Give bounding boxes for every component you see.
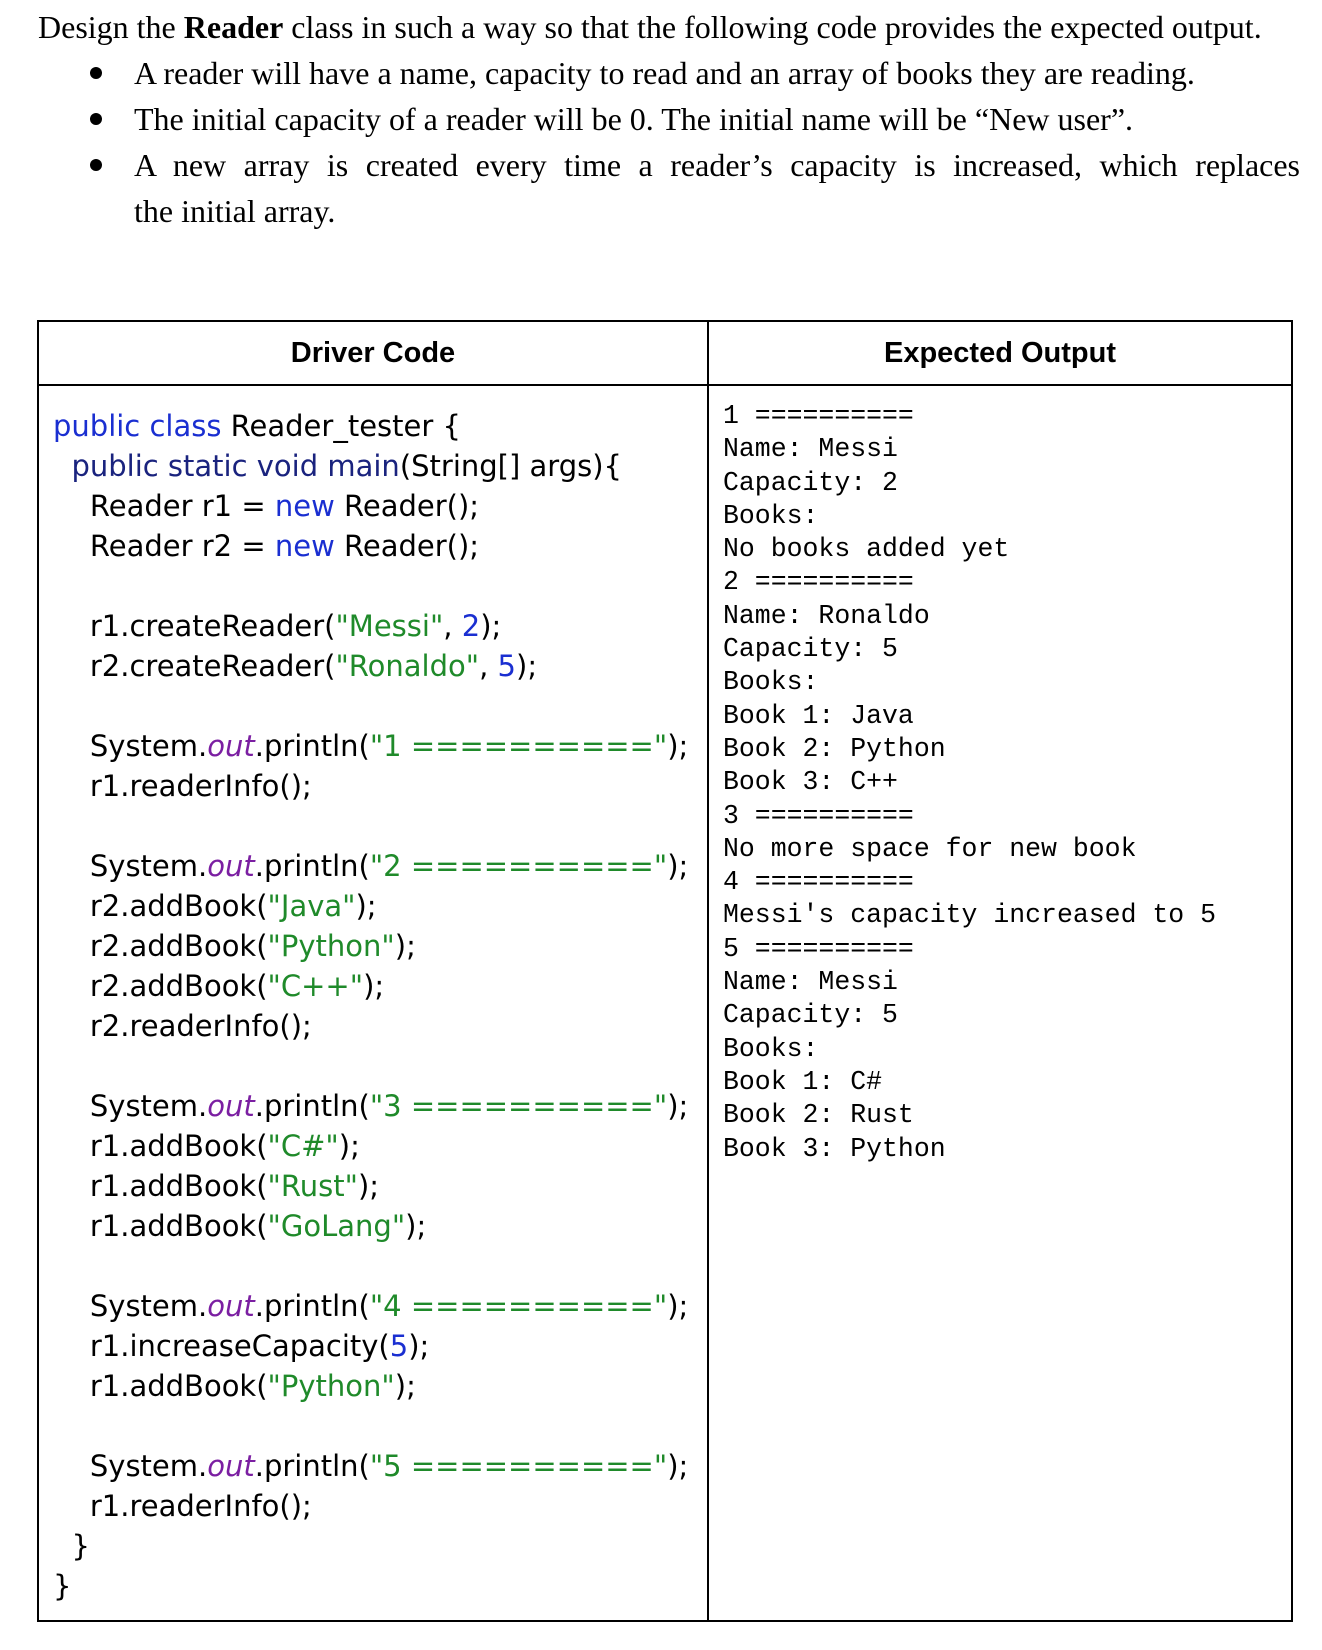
intro-paragraph xyxy=(38,4,1300,50)
intro-text-end: class in such a way so that the following code provides the expected output. xyxy=(283,9,1262,45)
code-line: System.out.println("4 =========="); xyxy=(89,1289,689,1323)
code-line: r2.readerInfo(); xyxy=(89,1009,312,1043)
code-line: System.out.println("1 =========="); xyxy=(89,729,689,763)
code-line: r1.readerInfo(); xyxy=(89,769,312,803)
code-line: r2.createReader("Ronaldo", 5); xyxy=(89,649,538,683)
output-line: 5 ========== xyxy=(723,933,914,964)
bullet-line: the initial array. xyxy=(134,193,336,229)
intro-text: Design the xyxy=(38,9,184,45)
output-line: Book 1: C# xyxy=(723,1066,883,1097)
code-line: r1.addBook("Rust"); xyxy=(89,1169,380,1203)
driver-code xyxy=(39,386,707,1606)
code-line: r1.readerInfo(); xyxy=(89,1489,312,1523)
code-line: r2.addBook("Java"); xyxy=(89,889,377,923)
problem-statement xyxy=(38,4,1300,234)
output-line: Book 3: Python xyxy=(723,1133,946,1164)
output-line: Book 1: Java xyxy=(723,700,914,731)
output-line: Name: Ronaldo xyxy=(723,600,930,631)
output-line: 2 ========== xyxy=(723,567,914,598)
class-name-bold: Reader xyxy=(183,9,284,45)
output-line: Capacity: 2 xyxy=(723,467,898,498)
code-line: r2.addBook("Python"); xyxy=(89,929,416,963)
driver-code-cell xyxy=(38,385,708,1621)
output-line: Name: Messi xyxy=(723,967,898,998)
driver-code-header: Driver Code xyxy=(38,321,708,385)
expected-output xyxy=(709,386,1291,1166)
output-line: No more space for new book xyxy=(723,833,1137,864)
code-line: r1.addBook("GoLang"); xyxy=(89,1209,427,1243)
code-line: r2.addBook("C++"); xyxy=(89,969,385,1003)
output-line: Capacity: 5 xyxy=(723,634,898,665)
requirements-list xyxy=(38,50,1300,234)
output-line: Name: Messi xyxy=(723,434,898,465)
code-line: r1.createReader("Messi", 2); xyxy=(89,609,502,643)
output-line: Books: xyxy=(723,500,819,531)
bullet-item xyxy=(38,142,1300,234)
output-line: No books added yet xyxy=(723,534,1010,565)
output-line: 4 ========== xyxy=(723,867,914,898)
output-line: Book 2: Rust xyxy=(723,1100,914,1131)
code-line: r1.addBook("C#"); xyxy=(89,1129,360,1163)
expected-output-cell xyxy=(708,385,1292,1621)
code-line: public static void main(String[] args){ xyxy=(71,449,622,483)
bullet-item: The initial capacity of a reader will be 0. The initial name will be “New user”. xyxy=(38,96,1300,142)
code-line: System.out.println("3 =========="); xyxy=(89,1089,689,1123)
bullet-item: A reader will have a name, capacity to read and an array of books they are reading. xyxy=(38,50,1300,96)
code-output-table xyxy=(37,320,1293,1622)
code-line: r1.addBook("Python"); xyxy=(89,1369,416,1403)
code-line: } xyxy=(53,1569,72,1603)
expected-output-header: Expected Output xyxy=(708,321,1292,385)
output-line: Books: xyxy=(723,667,819,698)
bullet-line: A new array is created every time a reader’s capacity is increased, which replaces xyxy=(134,147,1300,183)
output-line: Books: xyxy=(723,1033,819,1064)
code-line: Reader r1 = new Reader(); xyxy=(89,489,480,523)
output-line: Book 3: C++ xyxy=(723,767,898,798)
code-line: public class Reader_tester { xyxy=(53,409,461,443)
output-line: Messi's capacity increased to 5 xyxy=(723,900,1216,931)
output-line: Capacity: 5 xyxy=(723,1000,898,1031)
code-line: System.out.println("5 =========="); xyxy=(89,1449,689,1483)
output-line: 1 ========== xyxy=(723,401,914,431)
code-line: Reader r2 = new Reader(); xyxy=(89,529,480,563)
code-line: } xyxy=(71,1529,90,1563)
code-line: System.out.println("2 =========="); xyxy=(89,849,689,883)
output-line: Book 2: Python xyxy=(723,733,946,764)
code-line: r1.increaseCapacity(5); xyxy=(89,1329,430,1363)
output-line: 3 ========== xyxy=(723,800,914,831)
